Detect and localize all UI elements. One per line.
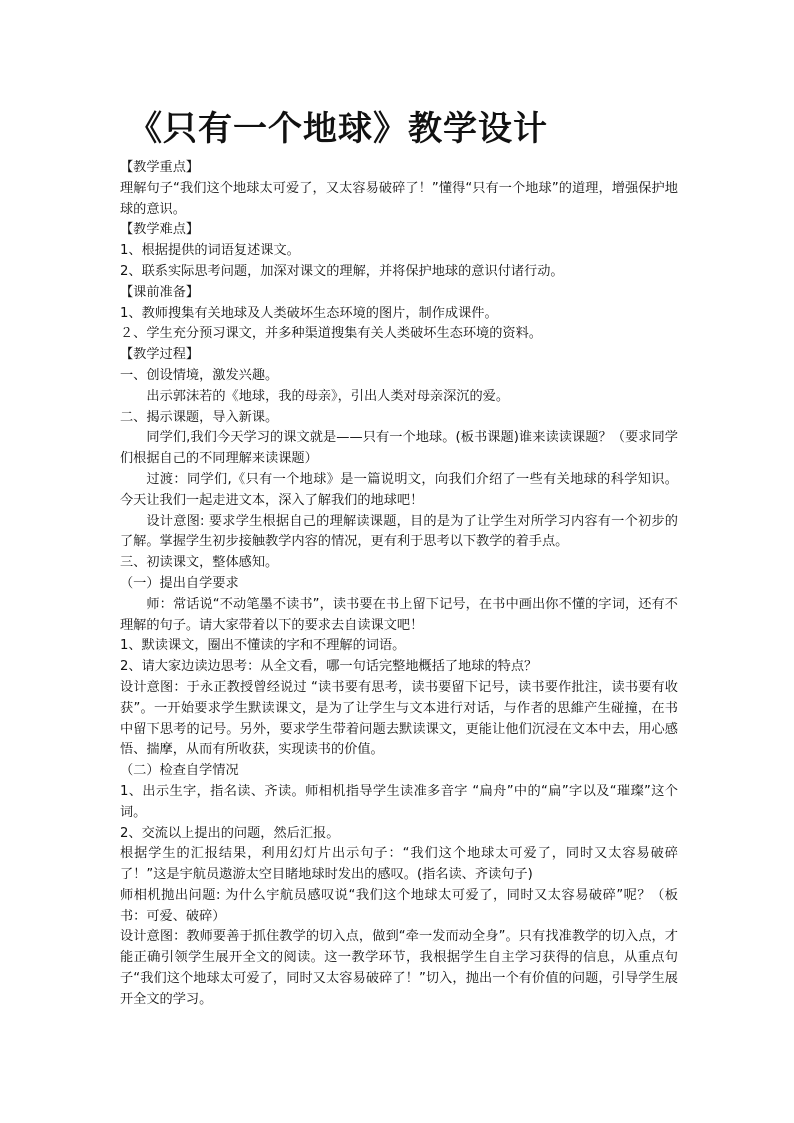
section-heading-difficulties: 【教学难点】 <box>120 222 200 238</box>
section-heading-key-points: 【教学重点】 <box>120 160 200 175</box>
list-item: 1、根据提供的词语复述课文。 <box>120 243 300 259</box>
paragraph: 师相机抛出问题: 为什么宇航员感叹说“我们这个地球太可爱了，同时又太容易破碎”呢？（板书：可爱、破碎） <box>120 887 678 924</box>
step-heading: 二、揭示课题，导入新课。 <box>120 409 279 425</box>
section-heading-process: 【教学过程】 <box>120 347 200 363</box>
list-item: 2、交流以上提出的问题，然后汇报。 <box>120 825 340 841</box>
paragraph: 过渡：同学们,《只有一个地球》是一篇说明文，向我们介绍了一些有关地球的科学知识。今天让我们一起走进文本，深入了解我们的地球吧！ <box>120 471 678 508</box>
paragraph: 设计意图：教师要善于抓住教学的切入点，做到“牵一发而动全身”。只有找准教学的切入点，才能正确引领学生展开全文的阅读。这一教学环节，我根据学生自主学习获得的信息，从重点句子“我们这个地球太可爱了，同时又太容易破碎了！”切入，抛出一个有价值的问题，引导学生展开全文的学习。 <box>120 929 678 1007</box>
sub-heading: （一）提出自学要求 <box>120 575 239 591</box>
list-item: 1、默读课文，圈出不懂读的字和不理解的词语。 <box>120 638 406 654</box>
section-heading-preparation: 【课前准备】 <box>120 284 200 300</box>
list-item: 1、教师搜集有关地球及人类破坏生态环境的图片，制作成课件。 <box>120 305 498 321</box>
document-body <box>120 158 678 1011</box>
paragraph: 设计意图: 要求学生根据自己的理解读课题，目的是为了让学生对所学习内容有一个初步的了解。掌握学生初步接触教学内容的情况，更有利于思考以下教学的着手点。 <box>120 513 678 550</box>
step-heading: 一、创设情境，激发兴趣。 <box>120 367 279 383</box>
list-item: 2、联系实际思考问题，加深对课文的理解，并将保护地球的意识付诸行动。 <box>120 263 564 279</box>
paragraph: 师：常话说“不动笔墨不读书”，读书要在书上留下记号，在书中画出你不懂的字词，还有不理解的句子。请大家带着以下的要求去自读课文吧！ <box>120 596 678 633</box>
list-item: 2、请大家边读边思考：从全文看，哪一句话完整地概括了地球的特点？ <box>120 659 538 675</box>
paragraph: 根据学生的汇报结果，利用幻灯片出示句子：“我们这个地球太可爱了，同时又太容易破碎了！”这是宇航员遨游太空目睹地球时发出的感叹。(指名读、齐读句子) <box>120 846 678 883</box>
list-item: 1、出示生字，指名读、齐读。师相机指导学生读准多音字 “扁舟”中的“扁”字以及“璀璨”这个词。 <box>120 783 678 820</box>
step-heading: 三、初读课文，整体感知。 <box>120 555 279 571</box>
document-title: 《只有一个地球》教学设计 <box>128 109 548 149</box>
list-item: ２、学生充分预习课文，并多种渠道搜集有关人类破坏生态环境的资料。 <box>120 326 542 342</box>
paragraph: 出示郭沫若的《地球，我的母亲》，引出人类对母亲深沉的爱。 <box>146 388 510 404</box>
paragraph: 理解句子“我们这个地球太可爱了，又太容易破碎了！”懂得“只有一个地球”的道理，增强保护地球的意识。 <box>120 180 678 217</box>
paragraph: 同学们,我们今天学习的课文就是——只有一个地球。(板书课题)谁来读读课题？（要求同学们根据自己的不同理解来读课题） <box>120 430 678 467</box>
sub-heading: （二）检查自学情况 <box>120 763 239 779</box>
paragraph: 设计意图：于永正教授曾经说过 “读书要有思考，读书要留下记号，读书要作批注，读书要有收获”。一开始要求学生默读课文，是为了让学生与文本进行对话，与作者的思維产生碰撞，在书中留下思考的记号。另外，要求学生带着问题去默读课文，更能让他们沉浸在文本中去，用心感悟、揣摩，从而有所收获，实现读书的价值。 <box>120 679 678 758</box>
